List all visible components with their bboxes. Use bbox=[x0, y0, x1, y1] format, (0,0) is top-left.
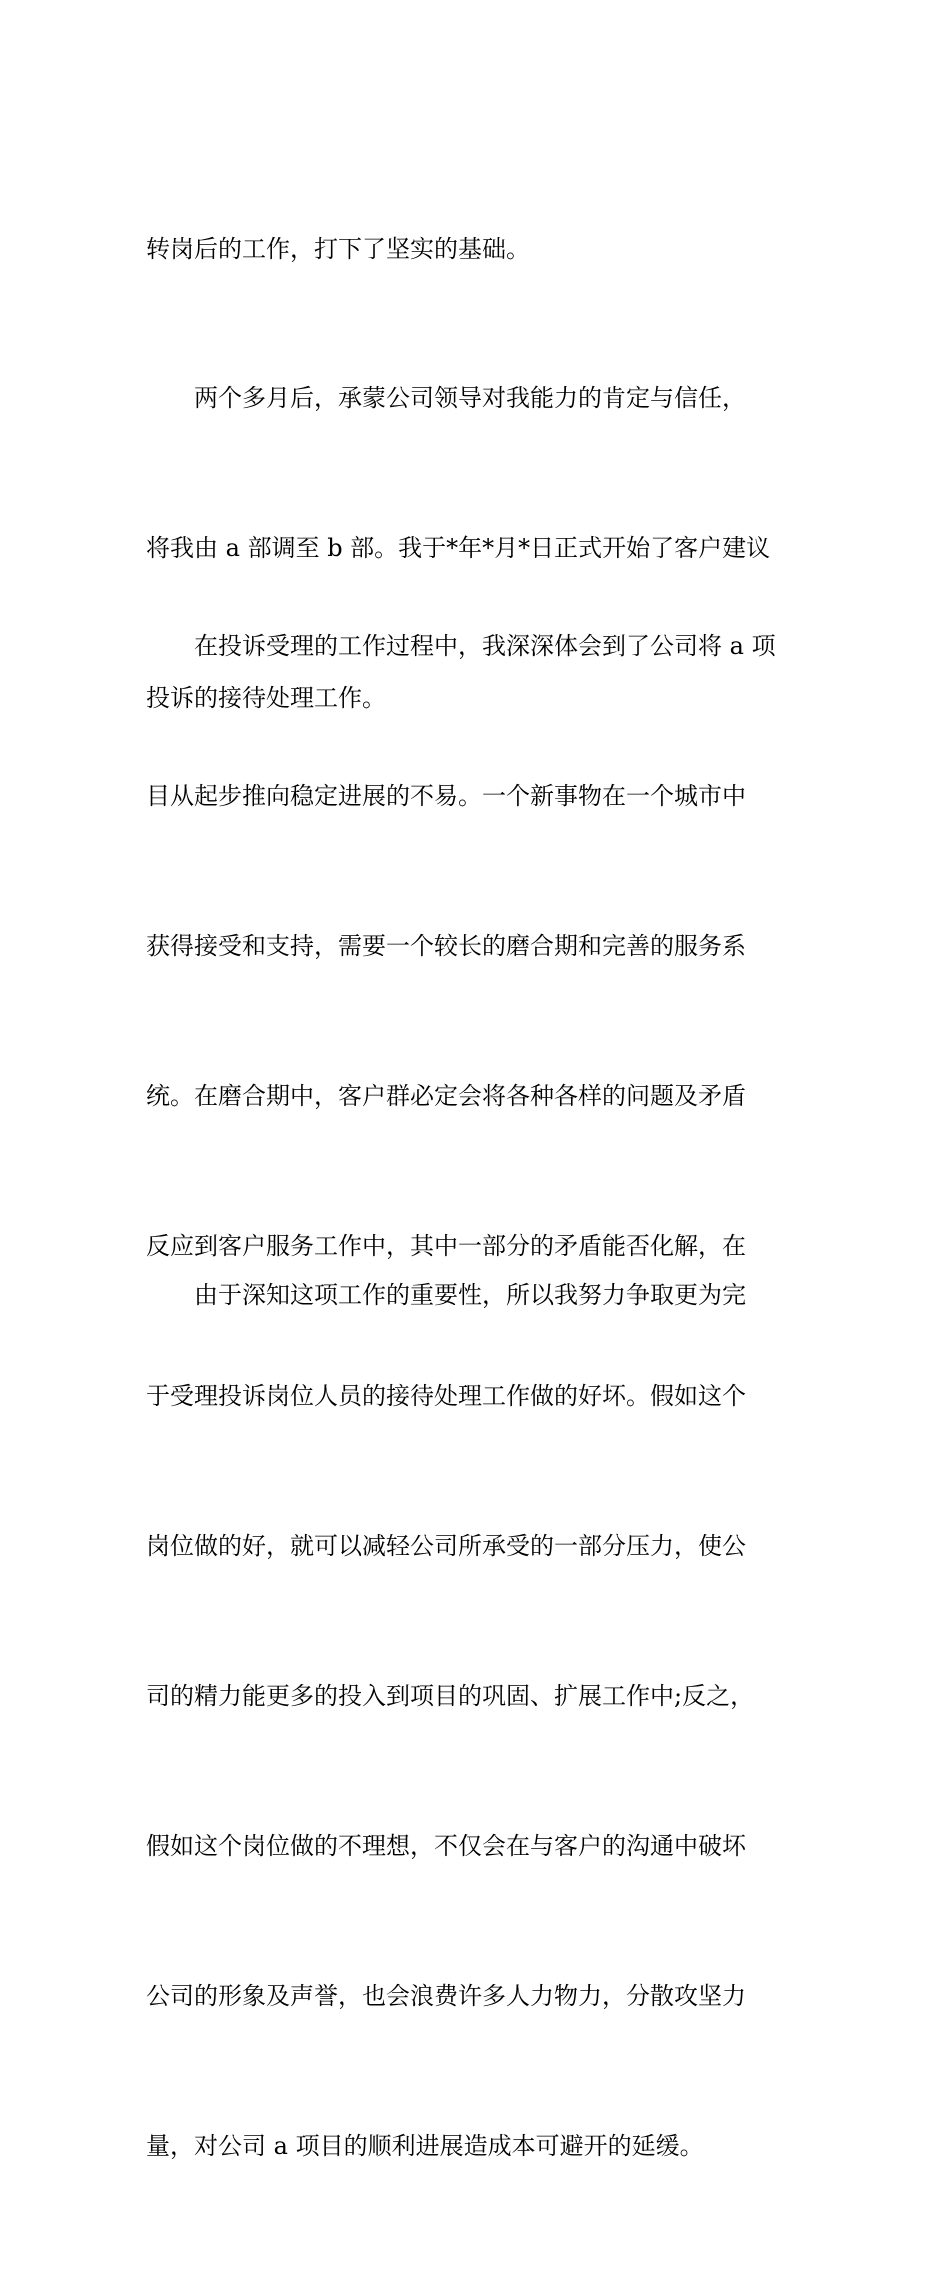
text-line: 统。在磨合期中，客户群必定会将各种各样的问题及矛盾 bbox=[146, 1082, 746, 1110]
text-line: 公司的形象及声誉，也会浪费许多人力物力，分散攻坚力 bbox=[146, 1982, 746, 2010]
text-line: 投诉的接待处理工作。 bbox=[146, 684, 386, 712]
text-line: 将我由 a 部调至 b 部。我于*年*月*日正式开始了客户建议 bbox=[146, 534, 771, 562]
text-line: 于受理投诉岗位人员的接待处理工作做的好坏。假如这个 bbox=[146, 1382, 746, 1410]
text-line: 在投诉受理的工作过程中，我深深体会到了公司将 a 项 bbox=[146, 632, 776, 660]
text-line: 转岗后的工作，打下了坚实的基础。 bbox=[146, 235, 530, 263]
text-line: 司的精力能更多的投入到项目的巩固、扩展工作中;反之， bbox=[146, 1682, 755, 1710]
text-line: 目从起步推向稳定进展的不易。一个新事物在一个城市中 bbox=[146, 782, 746, 810]
text-line: 假如这个岗位做的不理想，不仅会在与客户的沟通中破坏 bbox=[146, 1832, 746, 1860]
paragraph-4 bbox=[146, 1170, 808, 1420]
text-line: 两个多月后，承蒙公司领导对我能力的肯定与信任， bbox=[146, 384, 746, 412]
text-line: 反应到客户服务工作中，其中一部分的矛盾能否化解，在 bbox=[146, 1232, 746, 1260]
text-line: 获得接受和支持，需要一个较长的磨合期和完善的服务系 bbox=[146, 932, 746, 960]
text-line: 岗位做的好，就可以减轻公司所承受的一部分压力，使公 bbox=[146, 1532, 746, 1560]
text-line: 量，对公司 a 项目的顺利进展造成本可避开的延缓。 bbox=[146, 2132, 704, 2160]
text-line: 由于深知这项工作的重要性，所以我努力争取更为完 bbox=[146, 1281, 746, 1309]
